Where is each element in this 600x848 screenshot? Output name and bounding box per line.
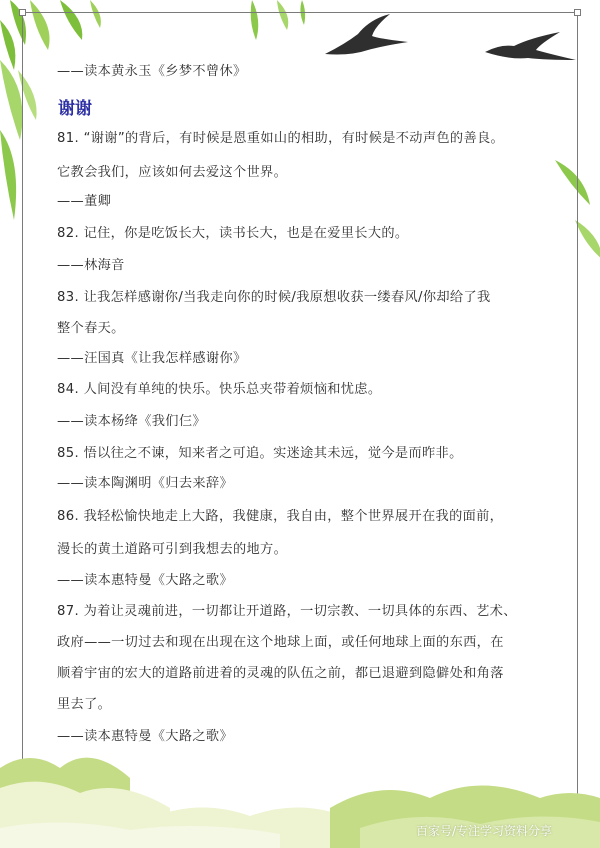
quote-87-line2: 政府——一切过去和现在出现在这个地球上面，或任何地球上面的东西，在 — [57, 635, 504, 650]
quote-83-source: ——汪国真《让我怎样感谢你》 — [57, 351, 247, 366]
quote-83-line2: 整个春天。 — [57, 321, 125, 336]
quote-81-source: ——董卿 — [57, 194, 112, 209]
quote-85-line1: 85. 悟以往之不谏，知来者之可追。实迷途其未远，觉今是而昨非。 — [57, 446, 463, 461]
section-title: 谢谢 — [58, 99, 92, 119]
quote-86-line1: 86. 我轻松愉快地走上大路，我健康，我自由，整个世界展开在我的面前， — [57, 509, 504, 524]
quote-84-source: ——读本杨绛《我们仨》 — [57, 414, 206, 429]
quote-87-source: ——读本惠特曼《大路之歌》 — [57, 729, 233, 744]
quote-84-line1: 84. 人间没有单纯的快乐。快乐总夹带着烦恼和忧虑。 — [57, 382, 382, 397]
quote-86-source: ——读本惠特曼《大路之歌》 — [57, 573, 233, 588]
quote-82-line1: 82. 记住，你是吃饭长大，读书长大，也是在爱里长大的。 — [57, 226, 409, 241]
quote-87-line3: 顺着宇宙的宏大的道路前进着的灵魂的队伍之前，都已退避到隐僻处和角落 — [57, 666, 504, 681]
quote-81-line2: 它教会我们，应该如何去爱这个世界。 — [57, 165, 288, 180]
quote-85-source: ——读本陶渊明《归去来辞》 — [57, 476, 233, 491]
quote-83-line1: 83. 让我怎样感谢你/当我走向你的时候/我原想收获一缕春风/你却给了我 — [57, 290, 491, 305]
watermark: 百家号/专注学习资料分享 — [416, 824, 553, 838]
quote-86-line2: 漫长的黄土道路可引到我想去的地方。 — [57, 542, 288, 557]
intro-attribution: ——读本黄永玉《乡梦不曾休》 — [57, 64, 247, 79]
border-corner — [19, 9, 26, 16]
border-corner — [574, 9, 581, 16]
quote-82-source: ——林海音 — [57, 258, 125, 273]
quote-81-line1: 81. “谢谢”的背后，有时候是恩重如山的相助，有时候是不动声色的善良。 — [57, 131, 505, 146]
quote-87-line1: 87. 为着让灵魂前进，一切都让开道路，一切宗教、一切具体的东西、艺术、 — [57, 604, 517, 619]
quote-87-line4: 里去了。 — [57, 697, 112, 712]
